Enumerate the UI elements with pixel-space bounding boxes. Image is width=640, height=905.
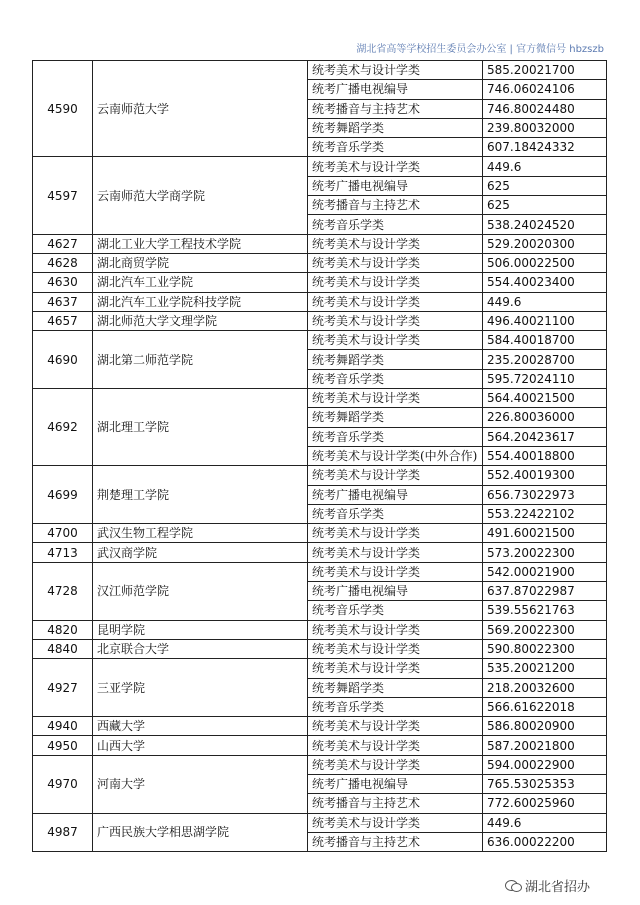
school-code-cell: 4700 <box>33 524 93 543</box>
school-code-cell: 4970 <box>33 755 93 813</box>
table-row <box>33 273 607 292</box>
school-code-cell: 4590 <box>33 61 93 157</box>
score-cell: 535.20021200 <box>483 659 607 678</box>
category-cell: 统考播音与主持艺术 <box>308 196 483 215</box>
category-cell: 统考广播电视编导 <box>308 80 483 99</box>
score-cell: 539.55621763 <box>483 601 607 620</box>
category-cell: 统考美术与设计学类 <box>308 253 483 272</box>
category-cell: 统考美术与设计学类 <box>308 813 483 832</box>
table-row <box>33 234 607 253</box>
table-row <box>33 659 607 678</box>
table-row <box>33 253 607 272</box>
category-cell: 统考音乐学类 <box>308 427 483 446</box>
category-cell: 统考美术与设计学类 <box>308 736 483 755</box>
score-cell: 765.53025353 <box>483 774 607 793</box>
table-row <box>33 157 607 176</box>
school-code-cell: 4657 <box>33 311 93 330</box>
admission-score-sheet <box>32 60 606 852</box>
score-cell: 449.6 <box>483 157 607 176</box>
score-cell: 564.20423617 <box>483 427 607 446</box>
score-cell: 553.22422102 <box>483 504 607 523</box>
category-cell: 统考美术与设计学类 <box>308 620 483 639</box>
school-code-cell: 4692 <box>33 389 93 466</box>
score-cell: 554.40023400 <box>483 273 607 292</box>
school-name-cell: 汉江师范学院 <box>93 562 308 620</box>
score-cell: 594.00022900 <box>483 755 607 774</box>
score-cell: 573.20022300 <box>483 543 607 562</box>
school-name-cell: 云南师范大学商学院 <box>93 157 308 234</box>
school-name-cell: 武汉生物工程学院 <box>93 524 308 543</box>
category-cell: 统考音乐学类 <box>308 369 483 388</box>
category-cell: 统考美术与设计学类 <box>308 234 483 253</box>
category-cell: 统考美术与设计学类 <box>308 466 483 485</box>
score-cell: 538.24024520 <box>483 215 607 234</box>
category-cell: 统考美术与设计学类 <box>308 659 483 678</box>
score-cell: 636.00022200 <box>483 832 607 851</box>
score-cell: 506.00022500 <box>483 253 607 272</box>
score-cell: 585.20021700 <box>483 61 607 80</box>
category-cell: 统考美术与设计学类 <box>308 524 483 543</box>
category-cell: 统考音乐学类 <box>308 504 483 523</box>
score-cell: 590.80022300 <box>483 639 607 658</box>
score-cell: 449.6 <box>483 292 607 311</box>
score-cell: 746.80024480 <box>483 99 607 118</box>
school-name-cell: 北京联合大学 <box>93 639 308 658</box>
category-cell: 统考播音与主持艺术 <box>308 99 483 118</box>
score-table-body <box>33 61 607 852</box>
school-code-cell: 4940 <box>33 717 93 736</box>
category-cell: 统考广播电视编导 <box>308 582 483 601</box>
category-cell: 统考播音与主持艺术 <box>308 832 483 851</box>
table-row <box>33 61 607 80</box>
school-name-cell: 武汉商学院 <box>93 543 308 562</box>
school-code-cell: 4630 <box>33 273 93 292</box>
school-code-cell: 4597 <box>33 157 93 234</box>
category-cell: 统考舞蹈学类 <box>308 350 483 369</box>
score-cell: 595.72024110 <box>483 369 607 388</box>
school-code-cell: 4690 <box>33 331 93 389</box>
category-cell: 统考美术与设计学类 <box>308 292 483 311</box>
table-row <box>33 524 607 543</box>
score-cell: 586.80020900 <box>483 717 607 736</box>
score-cell: 542.00021900 <box>483 562 607 581</box>
score-cell: 554.40018800 <box>483 446 607 465</box>
school-name-cell: 三亚学院 <box>93 659 308 717</box>
school-name-cell: 云南师范大学 <box>93 61 308 157</box>
category-cell: 统考美术与设计学类(中外合作) <box>308 446 483 465</box>
score-cell: 772.60025960 <box>483 794 607 813</box>
table-row <box>33 389 607 408</box>
school-name-cell: 山西大学 <box>93 736 308 755</box>
school-name-cell: 湖北理工学院 <box>93 389 308 466</box>
category-cell: 统考舞蹈学类 <box>308 678 483 697</box>
table-row <box>33 639 607 658</box>
school-code-cell: 4820 <box>33 620 93 639</box>
category-cell: 统考美术与设计学类 <box>308 543 483 562</box>
score-cell: 637.87022987 <box>483 582 607 601</box>
table-row <box>33 736 607 755</box>
school-name-cell: 昆明学院 <box>93 620 308 639</box>
category-cell: 统考广播电视编导 <box>308 774 483 793</box>
score-cell: 235.20028700 <box>483 350 607 369</box>
table-row <box>33 331 607 350</box>
school-name-cell: 湖北第二师范学院 <box>93 331 308 389</box>
score-cell: 566.61622018 <box>483 697 607 716</box>
school-name-cell: 西藏大学 <box>93 717 308 736</box>
school-code-cell: 4987 <box>33 813 93 852</box>
footer-account-name: 湖北省招办 <box>525 880 591 895</box>
table-row <box>33 755 607 774</box>
table-row <box>33 543 607 562</box>
school-name-cell: 广西民族大学相思湖学院 <box>93 813 308 852</box>
category-cell: 统考广播电视编导 <box>308 485 483 504</box>
table-row <box>33 620 607 639</box>
score-cell: 625 <box>483 196 607 215</box>
page-header: 湖北省高等学校招生委员会办公室 | 官方微信号 hbzszb <box>356 44 604 55</box>
category-cell: 统考美术与设计学类 <box>308 61 483 80</box>
school-code-cell: 4950 <box>33 736 93 755</box>
score-cell: 746.06024106 <box>483 80 607 99</box>
school-name-cell: 湖北商贸学院 <box>93 253 308 272</box>
score-table <box>32 60 607 852</box>
category-cell: 统考音乐学类 <box>308 138 483 157</box>
score-cell: 226.80036000 <box>483 408 607 427</box>
category-cell: 统考美术与设计学类 <box>308 755 483 774</box>
score-cell: 607.18424332 <box>483 138 607 157</box>
score-cell: 218.20032600 <box>483 678 607 697</box>
table-row <box>33 292 607 311</box>
school-code-cell: 4728 <box>33 562 93 620</box>
table-row <box>33 562 607 581</box>
table-row <box>33 311 607 330</box>
table-row <box>33 466 607 485</box>
category-cell: 统考美术与设计学类 <box>308 717 483 736</box>
category-cell: 统考美术与设计学类 <box>308 273 483 292</box>
score-cell: 552.40019300 <box>483 466 607 485</box>
score-cell: 449.6 <box>483 813 607 832</box>
score-cell: 625 <box>483 176 607 195</box>
category-cell: 统考美术与设计学类 <box>308 157 483 176</box>
school-name-cell: 河南大学 <box>93 755 308 813</box>
table-row <box>33 813 607 832</box>
school-name-cell: 湖北工业大学工程技术学院 <box>93 234 308 253</box>
score-cell: 587.20021800 <box>483 736 607 755</box>
score-cell: 656.73022973 <box>483 485 607 504</box>
category-cell: 统考音乐学类 <box>308 601 483 620</box>
score-cell: 564.40021500 <box>483 389 607 408</box>
category-cell: 统考广播电视编导 <box>308 176 483 195</box>
school-code-cell: 4840 <box>33 639 93 658</box>
category-cell: 统考美术与设计学类 <box>308 639 483 658</box>
school-code-cell: 4927 <box>33 659 93 717</box>
score-cell: 239.80032000 <box>483 118 607 137</box>
school-code-cell: 4637 <box>33 292 93 311</box>
school-name-cell: 湖北汽车工业学院 <box>93 273 308 292</box>
footer-account <box>505 876 590 895</box>
school-code-cell: 4627 <box>33 234 93 253</box>
school-name-cell: 湖北汽车工业学院科技学院 <box>93 292 308 311</box>
category-cell: 统考播音与主持艺术 <box>308 794 483 813</box>
school-code-cell: 4699 <box>33 466 93 524</box>
category-cell: 统考音乐学类 <box>308 697 483 716</box>
category-cell: 统考美术与设计学类 <box>308 311 483 330</box>
school-code-cell: 4628 <box>33 253 93 272</box>
category-cell: 统考舞蹈学类 <box>308 118 483 137</box>
school-code-cell: 4713 <box>33 543 93 562</box>
score-cell: 584.40018700 <box>483 331 607 350</box>
category-cell: 统考美术与设计学类 <box>308 389 483 408</box>
score-cell: 529.20020300 <box>483 234 607 253</box>
school-name-cell: 湖北师范大学文理学院 <box>93 311 308 330</box>
score-cell: 569.20022300 <box>483 620 607 639</box>
category-cell: 统考音乐学类 <box>308 215 483 234</box>
category-cell: 统考舞蹈学类 <box>308 408 483 427</box>
table-row <box>33 717 607 736</box>
score-cell: 496.40021100 <box>483 311 607 330</box>
score-cell: 491.60021500 <box>483 524 607 543</box>
school-name-cell: 荆楚理工学院 <box>93 466 308 524</box>
wechat-icon <box>505 879 521 892</box>
category-cell: 统考美术与设计学类 <box>308 331 483 350</box>
category-cell: 统考美术与设计学类 <box>308 562 483 581</box>
